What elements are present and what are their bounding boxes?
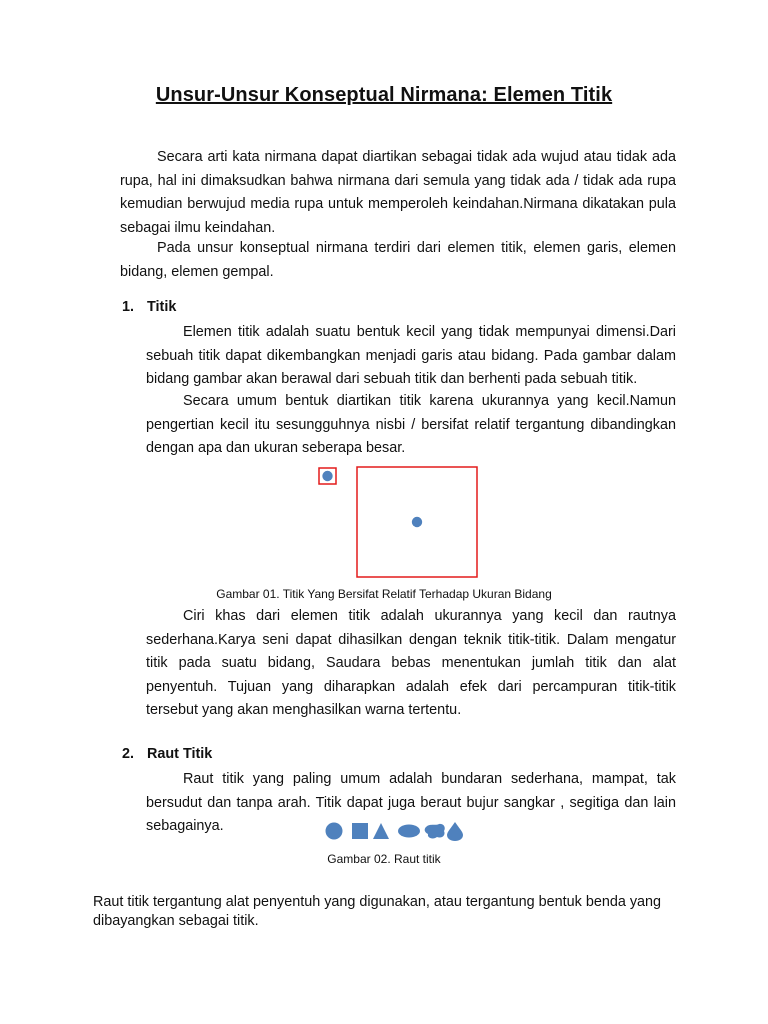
figure-1-caption: Gambar 01. Titik Yang Bersifat Relatif Terhadap Ukuran Bidang bbox=[216, 587, 552, 601]
blob-dot bbox=[425, 824, 445, 839]
section-2-title: Raut Titik bbox=[147, 746, 213, 762]
square-dot bbox=[352, 823, 368, 839]
section-1-paragraph-1: Elemen titik adalah suatu bentuk kecil yang tidak mempunyai dimensi.Dari sebuah titik dapat dikembangkan menjadi garis atau bidang. Pada gambar dalam bidang gambar akan berawal dari sebuah titik dan berhenti pada sebuah titik. bbox=[146, 324, 676, 387]
circle-dot bbox=[326, 823, 343, 840]
small-frame-dot bbox=[322, 471, 332, 481]
section-2-heading bbox=[122, 746, 212, 762]
drop-dot bbox=[447, 822, 463, 841]
figure-2-caption: Gambar 02. Raut titik bbox=[327, 852, 441, 866]
section-1-title: Titik bbox=[147, 299, 177, 315]
section-1-number: 1. bbox=[122, 299, 135, 315]
figure-relative-dot bbox=[310, 463, 490, 583]
large-frame-dot bbox=[412, 517, 422, 527]
figure-dot-shapes bbox=[318, 818, 478, 844]
page-title: Unsur-Unsur Konseptual Nirmana: Elemen Titik bbox=[155, 84, 613, 106]
section-2-number: 2. bbox=[122, 746, 135, 762]
intro-paragraph-2: Pada unsur konseptual nirmana terdiri dari elemen titik, elemen garis, elemen bidang, elemen gempal. bbox=[120, 240, 676, 280]
triangle-dot bbox=[373, 823, 389, 839]
section-1-paragraph-3: Ciri khas dari elemen titik adalah ukurannya yang kecil dan rautnya sederhana.Karya seni dapat dihasilkan dengan teknik titik-titik. Dalam mengatur titik pada suatu bidang, Saudara bebas menentukan jumlah titik dan alat penyentuh. Tujuan yang diharapkan adalah efek dari percampuran titik-titik tersebut yang akan menghasilkan warna tertentu. bbox=[146, 608, 676, 718]
section-1-heading bbox=[122, 299, 176, 315]
section-1-paragraph-2: Secara umum bentuk diartikan titik karena ukurannya yang kecil.Namun pengertian kecil itu sesungguhnya nisbi / bersifat relatif tergantung dibandingkan dengan apa dan ukuran seberapa besar. bbox=[146, 393, 676, 456]
closing-paragraph: Raut titik tergantung alat penyentuh yang digunakan, atau tergantung bentuk benda yang dibayangkan sebagai titik. bbox=[93, 894, 662, 929]
section-2-paragraph-1: Raut titik yang paling umum adalah bundaran sederhana, mampat, tak bersudut dan tanpa arah. Titik dapat juga beraut bujur sangkar , segitiga dan lain sebagainya. bbox=[146, 771, 676, 834]
oval-dot bbox=[398, 825, 420, 838]
intro-paragraph-1: Secara arti kata nirmana dapat diartikan sebagai tidak ada wujud atau tidak ada rupa, hal ini dimaksudkan bahwa nirmana dari semula yang tidak ada / tidak ada rupa kemudian berwujud media rupa untuk memperoleh keindahan.Nirmana dikatakan pula sebagai ilmu keindahan. bbox=[120, 149, 676, 236]
